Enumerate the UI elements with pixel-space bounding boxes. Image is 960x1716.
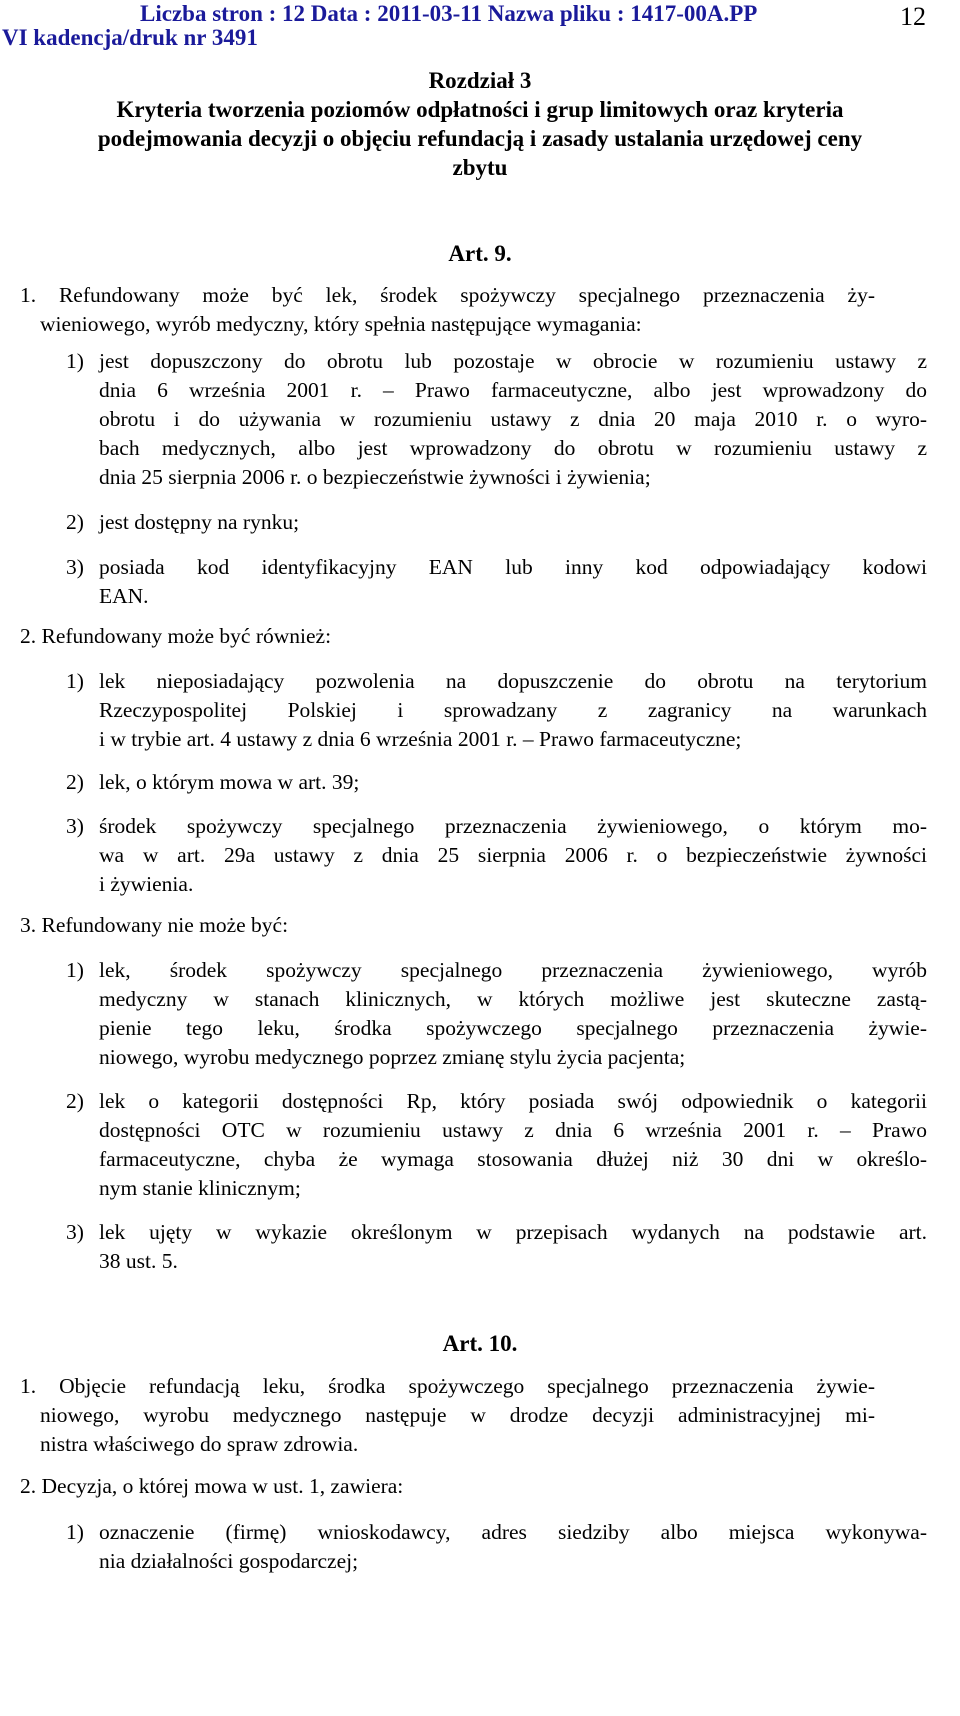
list-item-number: 1) (66, 1520, 84, 1544)
text-line: Rzeczypospolitej Polskiej i sprowadzany z zagranicy na warunkach (99, 698, 927, 722)
list-item-text (99, 1087, 927, 1203)
list-item (66, 553, 936, 613)
chapter-title: Rozdział 3 (428, 68, 532, 93)
list-item-text (99, 768, 927, 797)
text-line: wieniowego, wyrób medyczny, który spełnia następujące wymagania: (40, 312, 642, 336)
list-item (66, 1218, 936, 1278)
chapter-subtitle-line: zbytu (452, 155, 508, 180)
text-line: 38 ust. 5. (99, 1249, 178, 1273)
list-item-text (99, 956, 927, 1072)
text-line: nia działalności gospodarczej; (99, 1549, 359, 1573)
list-item-number: 1) (66, 349, 84, 373)
chapter-subtitle-line: podejmowania decyzji o objęciu refundacją i zasady ustalania urzędowej ceny (97, 126, 863, 151)
text-line: wa w art. 29a ustawy z dnia 25 sierpnia 2006 r. o bezpieczeństwie żywności (99, 843, 927, 867)
list-item (66, 508, 936, 538)
text-line: środek spożywczy specjalnego przeznaczenia żywieniowego, o którym mo- (99, 814, 927, 838)
list-item-text (99, 1218, 927, 1276)
text-line: lek ujęty w wykazie określonym w przepisach wydanych na podstawie art. (99, 1220, 927, 1244)
list-item (66, 812, 936, 902)
list-item (66, 956, 936, 1076)
text-line: dnia 25 sierpnia 2006 r. o bezpieczeństwie żywności i żywienia; (99, 465, 651, 489)
text-line: niowego, wyrobu medycznego poprzez zmianę stylu życia pacjenta; (99, 1045, 686, 1069)
text-line: posiada kod identyfikacyjny EAN lub inny kod odpowiadający kodowi (99, 555, 927, 579)
list-item-text (99, 1518, 927, 1576)
art9-paragraph-2 (20, 622, 875, 651)
text-line: niowego, wyrobu medycznego następuje w drodze decyzji administracyjnej mi- (40, 1403, 875, 1427)
list-item-number: 1) (66, 669, 84, 693)
header-print-number: VI kadencja/druk nr 3491 (2, 25, 258, 50)
list-item-number: 2) (66, 1089, 84, 1113)
text-line: i żywienia. (99, 872, 194, 896)
text-line: farmaceutyczne, chyba że wymaga stosowania dłużej niż 30 dni w określo- (99, 1147, 927, 1171)
list-item-number: 1) (66, 958, 84, 982)
chapter-subtitle-line: Kryteria tworzenia poziomów odpłatności i grup limitowych oraz kryteria (116, 97, 844, 122)
list-item (66, 1087, 936, 1207)
text-line: dnia 6 września 2001 r. – Prawo farmaceutyczne, albo jest wprowadzony do (99, 378, 927, 402)
list-item-number: 3) (66, 555, 84, 579)
chapter-heading (0, 66, 960, 182)
art10-paragraph-2 (20, 1472, 875, 1501)
text-line: 1. Refundowany może być lek, środek spożywczy specjalnego przeznaczenia ży- (20, 283, 875, 307)
text-line: lek, o którym mowa w art. 39; (99, 770, 360, 794)
text-line: 3. Refundowany nie może być: (20, 913, 289, 937)
article-10-heading: Art. 10. (442, 1331, 518, 1356)
text-line: 2. Decyzja, o której mowa w ust. 1, zawiera: (20, 1474, 404, 1498)
text-line: lek o kategorii dostępności Rp, który posiada swój odpowiednik o kategorii (99, 1089, 927, 1113)
text-line: bach medycznych, albo jest wprowadzony do obrotu w rozumieniu ustawy z (99, 436, 927, 460)
text-line: lek, środek spożywczy specjalnego przeznaczenia żywieniowego, wyrób (99, 958, 927, 982)
text-line: nistra właściwego do spraw zdrowia. (40, 1432, 359, 1456)
list-item-number: 2) (66, 510, 84, 534)
header-metadata: Liczba stron : 12 Data : 2011-03-11 Nazwa pliku : 1417-00A.PP (140, 1, 758, 26)
text-line: pienie tego leku, środka spożywczego specjalnego przeznaczenia żywie- (99, 1016, 927, 1040)
list-item (66, 667, 936, 757)
art9-paragraph-1 (20, 281, 875, 339)
text-line: jest dostępny na rynku; (99, 510, 300, 534)
list-item-number: 2) (66, 770, 84, 794)
text-line: i w trybie art. 4 ustawy z dnia 6 września 2001 r. – Prawo farmaceutyczne; (99, 727, 742, 751)
article-9-heading: Art. 9. (448, 241, 512, 266)
list-item-text (99, 347, 927, 492)
text-line: dostępności OTC w rozumieniu ustawy z dnia 6 września 2001 r. – Prawo (99, 1118, 927, 1142)
list-item (66, 347, 936, 497)
art10-paragraph-1 (20, 1372, 875, 1459)
text-line: oznaczenie (firmę) wnioskodawcy, adres siedziby albo miejsca wykonywa- (99, 1520, 927, 1544)
list-item-number: 3) (66, 814, 84, 838)
list-item-text (99, 667, 927, 754)
list-item-text (99, 508, 927, 537)
text-line: nym stanie klinicznym; (99, 1176, 301, 1200)
text-line: jest dopuszczony do obrotu lub pozostaje w obrocie w rozumieniu ustawy z (99, 349, 927, 373)
list-item-text (99, 553, 927, 611)
list-item (66, 1518, 936, 1578)
text-line: medyczny w stanach klinicznych, w których możliwe jest skuteczne zastą- (99, 987, 927, 1011)
list-item-text (99, 812, 927, 899)
text-line: 1. Objęcie refundacją leku, środka spożywczego specjalnego przeznaczenia żywie- (20, 1374, 875, 1398)
text-line: obrotu i do używania w rozumieniu ustawy z dnia 20 maja 2010 r. o wyro- (99, 407, 927, 431)
page-number: 12 (900, 2, 926, 31)
text-line: 2. Refundowany może być również: (20, 624, 332, 648)
text-line: EAN. (99, 584, 149, 608)
art9-paragraph-3 (20, 911, 875, 940)
text-line: lek nieposiadający pozwolenia na dopuszczenie do obrotu na terytorium (99, 669, 927, 693)
list-item-number: 3) (66, 1220, 84, 1244)
list-item (66, 768, 936, 798)
